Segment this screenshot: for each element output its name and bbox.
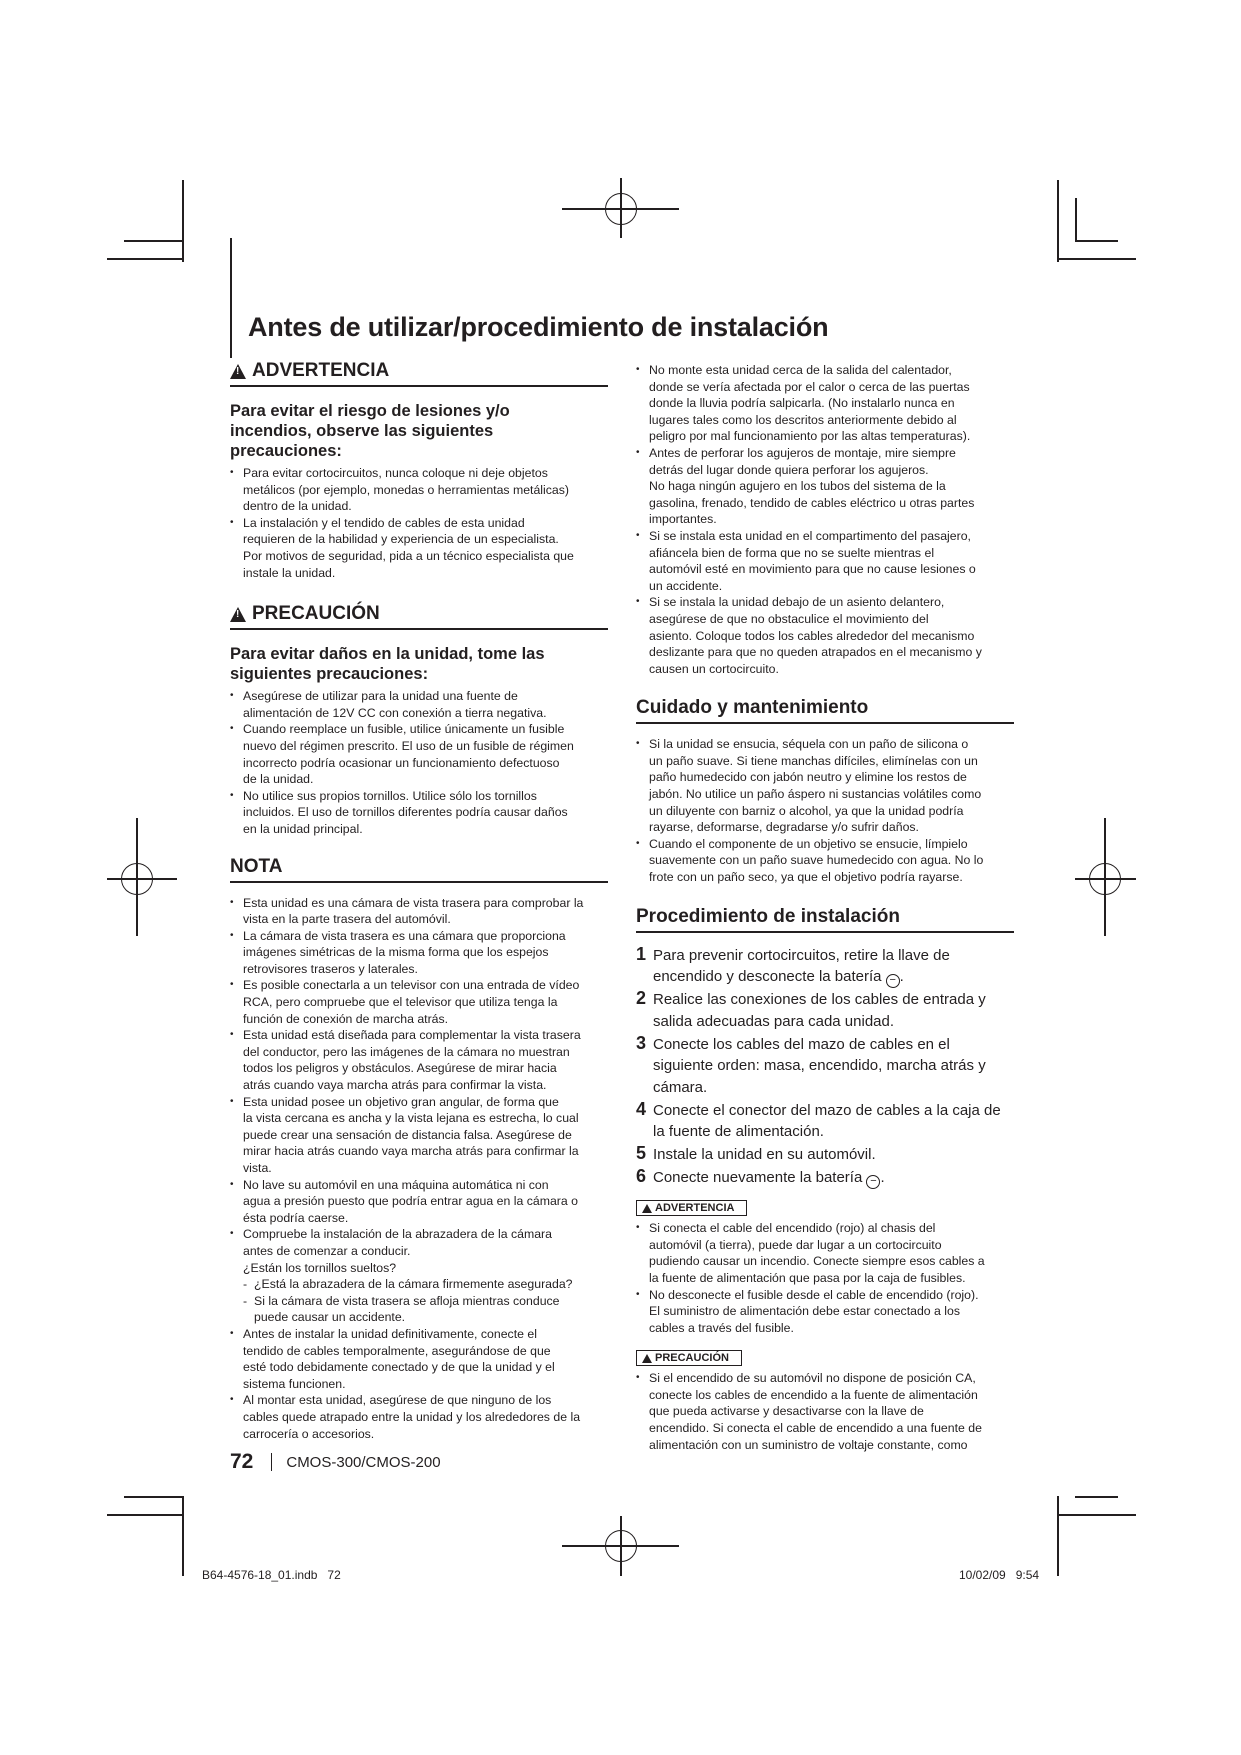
footer-divider: [271, 1453, 272, 1471]
warning-icon: [230, 364, 246, 379]
list-item: • No desconecte el fusible desde el cable de encendido (rojo). El suministro de alimentación debe estar conectado a los cables a través del fusible.: [636, 1287, 1014, 1337]
crop-mark: [124, 240, 184, 242]
right-column: [636, 362, 1014, 1453]
list-item: • Cuando el componente de un objetivo se ensucie, límpielo suavemente con un paño suave humedecido con agua. No lo frote con un paño seco, ya que el objetivo podría rayarse.: [636, 836, 1014, 886]
page-number: 72: [230, 1450, 254, 1473]
advertencia-subheading: Para evitar el riesgo de lesiones y/o incendios, observe las siguientes precauciones:: [230, 402, 510, 460]
advertencia-install-list: [636, 1220, 1014, 1336]
step-item: 4 Conecte el conector del mazo de cables a la caja de la fuente de alimentación.: [636, 1098, 1001, 1141]
list-item: • Para evitar cortocircuitos, nunca coloque ni deje objetos metálicos (por ejemplo, monedas o herramientas metálicas) dentro de la unidad.: [230, 465, 608, 515]
list-item: • Si se instala esta unidad en el compartimento del pasajero, afiáncela bien de forma que no se suelte mientras el automóvil esté en movimiento para que no cause lesiones o un accidente.: [636, 528, 1014, 594]
list-item: • Antes de instalar la unidad definitivamente, conecte el tendido de cables temporalmente, asegurándose de que esté todo debidamente conectado y de que la unidad y el sistema funcionen.: [230, 1326, 608, 1392]
crop-mark: [1075, 1496, 1118, 1498]
list-item: • No monte esta unidad cerca de la salida del calentador, donde se vería afectada por el calor o cerca de las puertas donde la lluvia podría salpicarla. (No instalarlo nunca en lugares tales como los descritos anteriormente debido al peligro por mal funcionamiento por las altas temperaturas).: [636, 362, 1014, 445]
list-item: • La cámara de vista trasera es una cámara que proporciona imágenes simétricas de la misma forma que los espejos retrovisores traseros y laterales.: [230, 928, 608, 978]
page-title: Antes de utilizar/procedimiento de instalación: [248, 312, 829, 342]
registration-mark: [121, 863, 153, 895]
advertencia-tag: ADVERTENCIA: [636, 1200, 747, 1216]
crop-mark: [124, 1496, 184, 1498]
crop-mark: [1075, 240, 1118, 242]
list-item: • No utilice sus propios tornillos. Utilice sólo los tornillos incluidos. El uso de tornillos diferentes podría causar daños en la unidad principal.: [230, 788, 608, 838]
list-item: • Es posible conectarla a un televisor con una entrada de vídeo RCA, pero compruebe que el televisor que utiliza tenga la función de conexión de marcha atrás.: [230, 977, 608, 1027]
warning-icon: [642, 1354, 652, 1363]
left-column: [230, 360, 608, 1442]
title-accent-bar: [230, 238, 232, 358]
sub-list: [243, 1276, 608, 1326]
cuidado-list: [636, 736, 1014, 885]
precaucion-subheading: Para evitar daños en la unidad, tome las siguientes precauciones:: [230, 645, 545, 684]
crop-mark: [1059, 1514, 1136, 1516]
list-item: • Si se instala la unidad debajo de un asiento delantero, asegúrese de que no obstaculice el movimiento del asiento. Coloque todos los cables alrededor del mecanismo deslizante para que no queden atrapados en el mecanismo y causen un cortocircuito.: [636, 594, 1014, 677]
slug-file: B64-4576-18_01.indb 72: [202, 1568, 341, 1582]
registration-mark: [605, 193, 637, 225]
step-item: 1 Para prevenir cortocircuitos, retire la llave de encendido y desconecte la batería − .: [636, 943, 950, 987]
list-item: • Esta unidad posee un objetivo gran angular, de forma que la vista cercana es ancha y la vista lejana es estrecha, lo cual puede crear una sensación de distancia falsa. Asegúrese de mirar hacia atrás cuando vaya marcha atrás para confirmar la vista.: [230, 1094, 608, 1177]
battery-negative-icon: −: [866, 1175, 880, 1189]
installation-steps: [636, 945, 1014, 1189]
step-item: 2 Realice las conexiones de los cables de entrada y salida adecuadas para cada unidad.: [636, 988, 986, 1030]
model-name: CMOS-300/CMOS-200: [286, 1453, 441, 1471]
crop-mark: [1059, 258, 1136, 260]
warning-icon: [230, 607, 246, 622]
sub-list-item: - Si la cámara de vista trasera se afloja mientras conduce puede causar un accidente.: [243, 1293, 608, 1326]
list-item: • Esta unidad es una cámara de vista trasera para comprobar la vista en la parte trasera del automóvil.: [230, 895, 608, 928]
list-item: • Esta unidad está diseñada para complementar la vista trasera del conductor, pero las imágenes de la cámara no muestran todos los peligros y obstáculos. Asegúrese de mirar hacia atrás cuando vaya marcha atrás para confirmar la vista.: [230, 1027, 608, 1093]
list-item: • No lave su automóvil en una máquina automática ni con agua a presión puesto que podría entrar agua en la cámara o ésta podría caerse.: [230, 1177, 608, 1227]
registration-mark: [605, 1530, 637, 1562]
list-item: • Asegúrese de utilizar para la unidad una fuente de alimentación de 12V CC con conexión a tierra negativa.: [230, 688, 608, 721]
crop-mark: [182, 1496, 184, 1576]
sub-list-item: - ¿Está la abrazadera de la cámara firmemente asegurada?: [243, 1276, 608, 1293]
list-item: • Si la unidad se ensucia, séquela con un paño de silicona o un paño suave. Si tiene manchas difíciles, elimínelas con un paño humedecido con jabón neutro y elimine los restos de jabón. No utilice un paño áspero ni sustancias volátiles como un diluyente con barniz o alcohol, ya que la unidad podría rayarse, deformarse, degradarse y/o sufrir daños.: [636, 736, 1014, 836]
list-item: • Cuando reemplace un fusible, utilice únicamente un fusible nuevo del régimen prescrito. El uso de un fusible de régimen incorrecto podría ocasionar un funcionamiento defectuoso de la unidad.: [230, 721, 608, 787]
list-item: • Si el encendido de su automóvil no dispone de posición CA, conecte los cables de encendido a la fuente de alimentación que pueda activarse y desactivarse con la llave de encendido. Si conecta el cable de encendido a una fuente de alimentación con un suministro de voltaje constante, como: [636, 1370, 1014, 1453]
precaucion-tag: PRECAUCIÓN: [636, 1350, 742, 1366]
page-footer: [230, 1450, 441, 1474]
installation-warnings-list: [636, 362, 1014, 677]
list-item: • Antes de perforar los agujeros de montaje, mire siempre detrás del lugar donde quiera perforar los agujeros. No haga ningún agujero en los tubos del sistema de la gasolina, frenado, tendido de cables eléctrico u otras partes importantes.: [636, 445, 1014, 528]
list-item: • Si conecta el cable del encendido (rojo) al chasis del automóvil (a tierra), puede dar lugar a un cortocircuito pudiendo causar un incendio. Conecte siempre esos cables a la fuente de alimentación que pasa por la caja de fusibles.: [636, 1220, 1014, 1286]
list-item: • Al montar esta unidad, asegúrese de que ninguno de los cables quede atrapado entre la unidad y los alrededores de la carrocería o accesorios.: [230, 1392, 608, 1442]
slug-timestamp: 10/02/09 9:54: [959, 1568, 1040, 1582]
step-item: 5 Instale la unidad en su automóvil.: [636, 1143, 876, 1164]
list-item: • La instalación y el tendido de cables de esta unidad requieren de la habilidad y experiencia de un especialista. Por motivos de seguridad, pida a un técnico especialista que instale la unidad.: [230, 515, 608, 581]
crop-mark: [107, 258, 182, 260]
battery-negative-icon: −: [886, 974, 900, 988]
procedimiento-heading: Procedimiento de instalación: [636, 906, 1014, 933]
nota-heading: NOTA: [230, 856, 608, 883]
precaucion-heading: ! PRECAUCIÓN: [230, 603, 608, 630]
crop-mark: [182, 180, 184, 262]
advertencia-list: [230, 465, 608, 581]
list-item: • Compruebe la instalación de la abrazadera de la cámara antes de comenzar a conducir. ¿Están los tornillos sueltos? - ¿Está la abrazadera de la cámara firmemente asegurada? - Si la cámara de vista trasera se afloja mientras conduce puede causar un accidente.: [230, 1226, 608, 1326]
registration-mark: [1089, 863, 1121, 895]
crop-mark: [107, 1514, 182, 1516]
precaucion-list: [230, 688, 608, 837]
step-item: 3 Conecte los cables del mazo de cables en el siguiente orden: masa, encendido, marcha atrás y cámara.: [636, 1032, 986, 1096]
warning-icon: [642, 1204, 652, 1213]
crop-mark: [1057, 180, 1059, 262]
nota-list: [230, 895, 608, 1443]
crop-mark: [1057, 1496, 1059, 1576]
advertencia-heading: ! ADVERTENCIA: [230, 360, 608, 387]
precaucion-install-list: [636, 1370, 1014, 1453]
step-item: 6 Conecte nuevamente la batería − .: [636, 1166, 885, 1188]
crop-mark: [1075, 198, 1077, 242]
cuidado-heading: Cuidado y mantenimiento: [636, 697, 1014, 724]
